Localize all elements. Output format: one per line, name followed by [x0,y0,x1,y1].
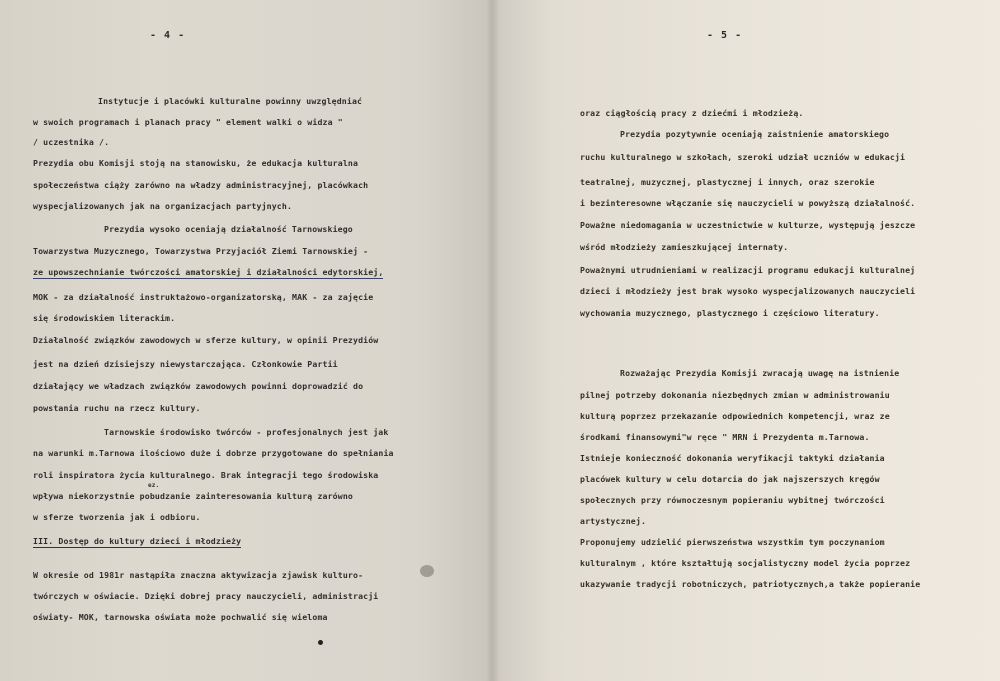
ink-smudge [420,565,434,577]
text-line: twórczych w oświacie. Dzięki dobrej pracy nauczycieli, administracji [33,591,379,601]
marginal-note: ez. [148,482,160,489]
text-line: na warunki m.Tarnowa ilościowo duże i dobrze przygotowane do spełniania [33,448,394,458]
left-page [0,0,492,681]
text-line: społecznych przy równoczesnym popieraniu wybitnej twórczości [580,495,885,505]
text-line: w swoich programach i planach pracy " element walki o widza " [33,117,343,127]
right-page [492,0,1000,681]
text-line: ukazywanie tradycji robotniczych, patriotycznych,a także popieranie [580,579,921,589]
page-number-right: - 5 - [707,30,743,41]
text-line: artystycznej. [580,516,647,526]
section-heading: III. Dostęp do kultury dzieci i młodzieży [33,536,242,546]
text-line: Poważne niedomagania w uczestnictwie w kulturze, występują jeszcze [580,220,916,230]
text-line: oraz ciągłością pracy z dziećmi i młodzieżą. [580,108,804,118]
text-line: i bezinteresowne włączanie się nauczycieli w powyższą działalność. [580,198,916,208]
text-line: dzieci i młodzieży jest brak wysoko wyspecjalizowanych nauczycieli [580,286,916,296]
text-line: MOK - za działalność instruktażowo-organizatorską, MAK - za zajęcie [33,292,374,302]
text-line: Działalność związków zawodowych w sferze kultury, w opinii Prezydiów [33,335,379,345]
text-line: Proponujemy udzielić pierwszeństwa wszystkim tym poczynaniom [580,537,885,547]
text-line: się środowiskiem literackim. [33,313,176,323]
book-gutter [486,0,500,681]
text-line: ruchu kulturalnego w szkołach, szeroki udział uczniów w edukacji [580,152,906,162]
text-line: wyspecjalizowanych jak na organizacjach partyjnych. [33,201,293,211]
text-line: jest na dzień dzisiejszy niewystarczająca. Członkowie Partii [33,359,338,369]
text-line: kulturalnym , które kształtują socjalistyczny model życia poprzez [580,558,911,568]
text-line: Poważnymi utrudnieniami w realizacji programu edukacji kulturalnej [580,265,916,275]
text-line: roli inspiratora życia kulturalnego. Brak integracji tego środowiska [33,470,379,480]
text-line: środkami finansowymi"w ręce " MRN i Prezydenta m.Tarnowa. [580,432,870,442]
text-line: Istnieje konieczność dokonania weryfikacji taktyki działania [580,453,885,463]
text-line: wychowania muzycznego, plastycznego i częściowo literatury. [580,308,880,318]
text-line: wpływa niekorzystnie pobudzanie zainteresowania kulturą zarówno [33,491,353,501]
text-line: W okresie od 1981r nastąpiła znaczna aktywizacja zjawisk kulturo- [33,570,364,580]
page-number-left: - 4 - [150,30,186,41]
text-line: Prezydia pozytywnie oceniają zaistnienie amatorskiego [620,129,890,139]
text-line: Prezydia wysoko oceniają działalność Tarnowskiego [104,224,353,234]
text-line: Instytucje i placówki kulturalne powinny uwzględniać [98,96,363,106]
text-line: oświaty- MOK, tarnowska oświata może pochwalić się wieloma [33,612,328,622]
text-line: teatralnej, muzycznej, plastycznej i innych, oraz szerokie [580,177,875,187]
text-line: społeczeństwa ciąży zarówno na władzy administracyjnej, placówkach [33,180,369,190]
text-line: w sferze tworzenia jak i odbioru. [33,512,201,522]
text-line: wśród młodzieży zamieszkującej internaty. [580,242,789,252]
text-line-underlined: ze upowszechnianie twórczości amatorskiej i działalności edytorskiej, [33,267,384,277]
ink-dot [318,640,323,645]
text-line: powstania ruchu na rzecz kultury. [33,403,201,413]
text-line: Tarnowskie środowisko twórców - profesjonalnych jest jak [104,427,389,437]
text-line: działający we władzach związków zawodowych powinni doprowadzić do [33,381,364,391]
text-line: Prezydia obu Komisji stoją na stanowisku, że edukacja kulturalna [33,158,359,168]
text-line: Towarzystwa Muzycznego, Towarzystwa Przyjaciół Ziemi Tarnowskiej - [33,246,369,256]
text-line: Rozważając Prezydia Komisji zwracają uwagę na istnienie [620,368,900,378]
text-line: placówek kultury w celu dotarcia do jak najszerszych kręgów [580,474,880,484]
text-line: kulturą poprzez przekazanie odpowiednich kompetencji, wraz ze [580,411,890,421]
text-line: / uczestnika /. [33,137,110,147]
text-line: pilnej potrzeby dokonania niezbędnych zmian w administrowaniu [580,390,890,400]
